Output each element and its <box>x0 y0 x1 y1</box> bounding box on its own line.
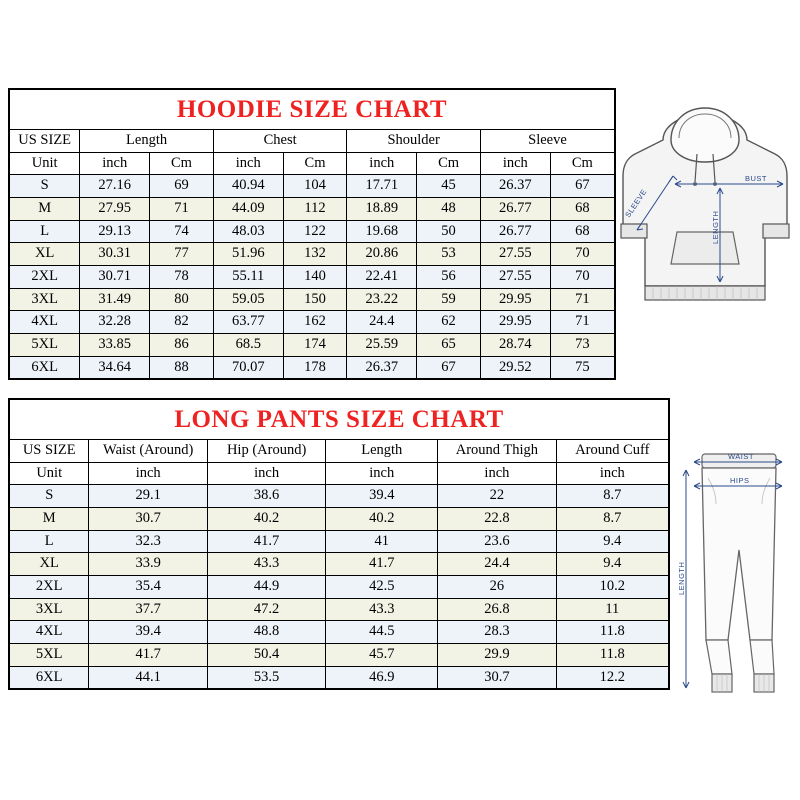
pants-cell: 41.7 <box>326 553 438 576</box>
hoodie-unit-cell: Cm <box>283 152 347 175</box>
table-row <box>10 311 614 334</box>
pants-cell: 43.3 <box>326 598 438 621</box>
pants-cell: 40.2 <box>207 508 325 531</box>
hoodie-row-size: S <box>10 175 80 198</box>
pants-hips-label: HIPS <box>730 476 750 485</box>
table-row <box>10 485 668 508</box>
hoodie-cell: 29.13 <box>80 220 150 243</box>
hoodie-cell: 70 <box>550 266 614 289</box>
pants-cell: 9.4 <box>556 553 668 576</box>
pants-cell: 26.8 <box>438 598 556 621</box>
hoodie-cell: 34.64 <box>80 356 150 378</box>
pants-cell: 37.7 <box>89 598 207 621</box>
hoodie-cell: 55.11 <box>213 266 283 289</box>
pants-row-size: 5XL <box>10 644 89 667</box>
pants-cell: 41 <box>326 530 438 553</box>
hoodie-cell: 27.55 <box>480 243 550 266</box>
pants-cell: 24.4 <box>438 553 556 576</box>
hoodie-cell: 70 <box>550 243 614 266</box>
hoodie-unit-cell: inch <box>347 152 417 175</box>
hoodie-bust-label: BUST <box>745 174 768 183</box>
table-row <box>10 220 614 243</box>
table-row <box>10 175 614 198</box>
hoodie-cell: 20.86 <box>347 243 417 266</box>
pants-cell: 29.1 <box>89 485 207 508</box>
hoodie-length-label: LENGTH <box>711 210 720 244</box>
pants-col-waist: Waist (Around) <box>89 440 207 463</box>
pants-cell: 50.4 <box>207 644 325 667</box>
pants-row-size: 2XL <box>10 576 89 599</box>
pants-cell: 53.5 <box>207 666 325 688</box>
pants-row-size: 4XL <box>10 621 89 644</box>
hoodie-cell: 17.71 <box>347 175 417 198</box>
pants-header-row <box>10 440 668 463</box>
hoodie-cell: 69 <box>150 175 214 198</box>
pants-cell: 12.2 <box>556 666 668 688</box>
hoodie-cell: 50 <box>417 220 481 243</box>
hoodie-cell: 59.05 <box>213 288 283 311</box>
hoodie-cell: 62 <box>417 311 481 334</box>
hoodie-cell: 65 <box>417 334 481 357</box>
pants-cell: 39.4 <box>326 485 438 508</box>
pants-cell: 45.7 <box>326 644 438 667</box>
pants-cell: 43.3 <box>207 553 325 576</box>
hoodie-cell: 53 <box>417 243 481 266</box>
pants-row-size: 6XL <box>10 666 89 688</box>
hoodie-unit-cell: inch <box>480 152 550 175</box>
hoodie-unit-cell: Cm <box>150 152 214 175</box>
hoodie-cell: 29.95 <box>480 311 550 334</box>
pants-illustration <box>672 430 796 720</box>
table-row <box>10 334 614 357</box>
hoodie-unit-label: Unit <box>10 152 80 175</box>
hoodie-sleeve-label: SLEEVE <box>623 187 649 220</box>
pants-cell: 41.7 <box>207 530 325 553</box>
hoodie-cell: 74 <box>150 220 214 243</box>
hoodie-cell: 68 <box>550 220 614 243</box>
hoodie-row-size: 6XL <box>10 356 80 378</box>
pants-unit-cell: inch <box>207 462 325 485</box>
hoodie-cell: 30.71 <box>80 266 150 289</box>
pants-size-chart-block <box>8 398 670 690</box>
hoodie-cell: 26.37 <box>347 356 417 378</box>
hoodie-cell: 48.03 <box>213 220 283 243</box>
hoodie-cell: 32.28 <box>80 311 150 334</box>
pants-unit-row <box>10 462 668 485</box>
pants-cell: 8.7 <box>556 485 668 508</box>
hoodie-cell: 162 <box>283 311 347 334</box>
hoodie-cell: 75 <box>550 356 614 378</box>
hoodie-cell: 22.41 <box>347 266 417 289</box>
pants-cell: 44.9 <box>207 576 325 599</box>
pants-cell: 38.6 <box>207 485 325 508</box>
pants-col-hip: Hip (Around) <box>207 440 325 463</box>
hoodie-col-shoulder: Shoulder <box>347 130 481 153</box>
hoodie-unit-row <box>10 152 614 175</box>
table-row <box>10 266 614 289</box>
hoodie-col-sleeve: Sleeve <box>480 130 614 153</box>
pants-unit-cell: inch <box>438 462 556 485</box>
pants-row-size: L <box>10 530 89 553</box>
hoodie-row-size: 2XL <box>10 266 80 289</box>
hoodie-cell: 24.4 <box>347 311 417 334</box>
hoodie-group-header-row <box>10 130 614 153</box>
hoodie-cell: 27.95 <box>80 198 150 221</box>
pants-cell: 44.1 <box>89 666 207 688</box>
hoodie-cell: 18.89 <box>347 198 417 221</box>
hoodie-cell: 88 <box>150 356 214 378</box>
hoodie-unit-cell: inch <box>213 152 283 175</box>
pants-cell: 30.7 <box>89 508 207 531</box>
pants-cell: 33.9 <box>89 553 207 576</box>
pants-unit-cell: inch <box>326 462 438 485</box>
pants-cell: 26 <box>438 576 556 599</box>
pants-col-thigh: Around Thigh <box>438 440 556 463</box>
table-row <box>10 644 668 667</box>
pants-cell: 42.5 <box>326 576 438 599</box>
hoodie-row-size: 3XL <box>10 288 80 311</box>
pants-cell: 39.4 <box>89 621 207 644</box>
pants-unit-cell: inch <box>556 462 668 485</box>
pants-cell: 29.9 <box>438 644 556 667</box>
pants-row-size: S <box>10 485 89 508</box>
hoodie-cell: 68 <box>550 198 614 221</box>
hoodie-row-size: 4XL <box>10 311 80 334</box>
pants-cell: 10.2 <box>556 576 668 599</box>
pants-cell: 32.3 <box>89 530 207 553</box>
pants-col-ussize: US SIZE <box>10 440 89 463</box>
pants-cell: 28.3 <box>438 621 556 644</box>
pants-cell: 40.2 <box>326 508 438 531</box>
hoodie-cell: 71 <box>550 311 614 334</box>
pants-cell: 11 <box>556 598 668 621</box>
hoodie-cell: 70.07 <box>213 356 283 378</box>
table-row <box>10 356 614 378</box>
pants-size-table <box>10 439 668 688</box>
hoodie-row-size: L <box>10 220 80 243</box>
pants-cell: 46.9 <box>326 666 438 688</box>
hoodie-cell: 31.49 <box>80 288 150 311</box>
hoodie-cell: 28.74 <box>480 334 550 357</box>
hoodie-cell: 26.77 <box>480 198 550 221</box>
hoodie-col-chest: Chest <box>213 130 347 153</box>
hoodie-unit-cell: Cm <box>417 152 481 175</box>
pants-waist-label: WAIST <box>728 452 754 461</box>
table-row <box>10 243 614 266</box>
hoodie-cell: 19.68 <box>347 220 417 243</box>
hoodie-cell: 80 <box>150 288 214 311</box>
pants-cell: 47.2 <box>207 598 325 621</box>
hoodie-cell: 33.85 <box>80 334 150 357</box>
hoodie-cell: 30.31 <box>80 243 150 266</box>
hoodie-row-size: XL <box>10 243 80 266</box>
table-row <box>10 530 668 553</box>
hoodie-cell: 51.96 <box>213 243 283 266</box>
pants-cell: 35.4 <box>89 576 207 599</box>
hoodie-row-size: M <box>10 198 80 221</box>
hoodie-cell: 112 <box>283 198 347 221</box>
hoodie-cell: 29.95 <box>480 288 550 311</box>
pants-cell: 23.6 <box>438 530 556 553</box>
pants-row-size: M <box>10 508 89 531</box>
hoodie-size-table <box>10 129 614 378</box>
pants-cell: 11.8 <box>556 644 668 667</box>
table-row <box>10 666 668 688</box>
pants-cell: 44.5 <box>326 621 438 644</box>
hoodie-cell: 67 <box>417 356 481 378</box>
pants-unit-cell: inch <box>89 462 207 485</box>
hoodie-unit-cell: Cm <box>550 152 614 175</box>
hoodie-cell: 26.77 <box>480 220 550 243</box>
pants-col-cuff: Around Cuff <box>556 440 668 463</box>
hoodie-illustration <box>615 96 795 326</box>
hoodie-cell: 104 <box>283 175 347 198</box>
hoodie-cell: 63.77 <box>213 311 283 334</box>
pants-cell: 9.4 <box>556 530 668 553</box>
table-row <box>10 508 668 531</box>
pants-unit-label: Unit <box>10 462 89 485</box>
table-row <box>10 598 668 621</box>
hoodie-row-size: 5XL <box>10 334 80 357</box>
hoodie-chart-title: HOODIE SIZE CHART <box>176 96 448 123</box>
pants-cell: 22.8 <box>438 508 556 531</box>
hoodie-unit-cell: inch <box>80 152 150 175</box>
pants-col-length: Length <box>326 440 438 463</box>
pants-chart-title: LONG PANTS SIZE CHART <box>174 406 504 433</box>
hoodie-cell: 178 <box>283 356 347 378</box>
pants-row-size: 3XL <box>10 598 89 621</box>
hoodie-cell: 77 <box>150 243 214 266</box>
hoodie-cell: 174 <box>283 334 347 357</box>
hoodie-cell: 56 <box>417 266 481 289</box>
pants-cell: 48.8 <box>207 621 325 644</box>
hoodie-cell: 45 <box>417 175 481 198</box>
table-row <box>10 576 668 599</box>
hoodie-cell: 44.09 <box>213 198 283 221</box>
hoodie-cell: 122 <box>283 220 347 243</box>
hoodie-col-length: Length <box>80 130 214 153</box>
hoodie-cell: 86 <box>150 334 214 357</box>
table-row <box>10 198 614 221</box>
hoodie-cell: 73 <box>550 334 614 357</box>
hoodie-cell: 26.37 <box>480 175 550 198</box>
hoodie-cell: 82 <box>150 311 214 334</box>
table-row <box>10 553 668 576</box>
hoodie-cell: 48 <box>417 198 481 221</box>
pants-length-label: LENGTH <box>677 561 686 595</box>
hoodie-size-chart-block <box>8 88 616 380</box>
table-row <box>10 621 668 644</box>
hoodie-cell: 59 <box>417 288 481 311</box>
hoodie-cell: 150 <box>283 288 347 311</box>
hoodie-cell: 25.59 <box>347 334 417 357</box>
hoodie-col-ussize: US SIZE <box>10 130 80 153</box>
hoodie-cell: 27.55 <box>480 266 550 289</box>
pants-cell: 8.7 <box>556 508 668 531</box>
hoodie-cell: 78 <box>150 266 214 289</box>
hoodie-cell: 23.22 <box>347 288 417 311</box>
pants-cell: 41.7 <box>89 644 207 667</box>
table-row <box>10 288 614 311</box>
pants-cell: 22 <box>438 485 556 508</box>
hoodie-cell: 68.5 <box>213 334 283 357</box>
hoodie-cell: 71 <box>550 288 614 311</box>
hoodie-cell: 71 <box>150 198 214 221</box>
pants-cell: 30.7 <box>438 666 556 688</box>
hoodie-cell: 29.52 <box>480 356 550 378</box>
pants-cell: 11.8 <box>556 621 668 644</box>
hoodie-cell: 140 <box>283 266 347 289</box>
hoodie-cell: 132 <box>283 243 347 266</box>
hoodie-cell: 40.94 <box>213 175 283 198</box>
pants-row-size: XL <box>10 553 89 576</box>
hoodie-cell: 67 <box>550 175 614 198</box>
hoodie-cell: 27.16 <box>80 175 150 198</box>
